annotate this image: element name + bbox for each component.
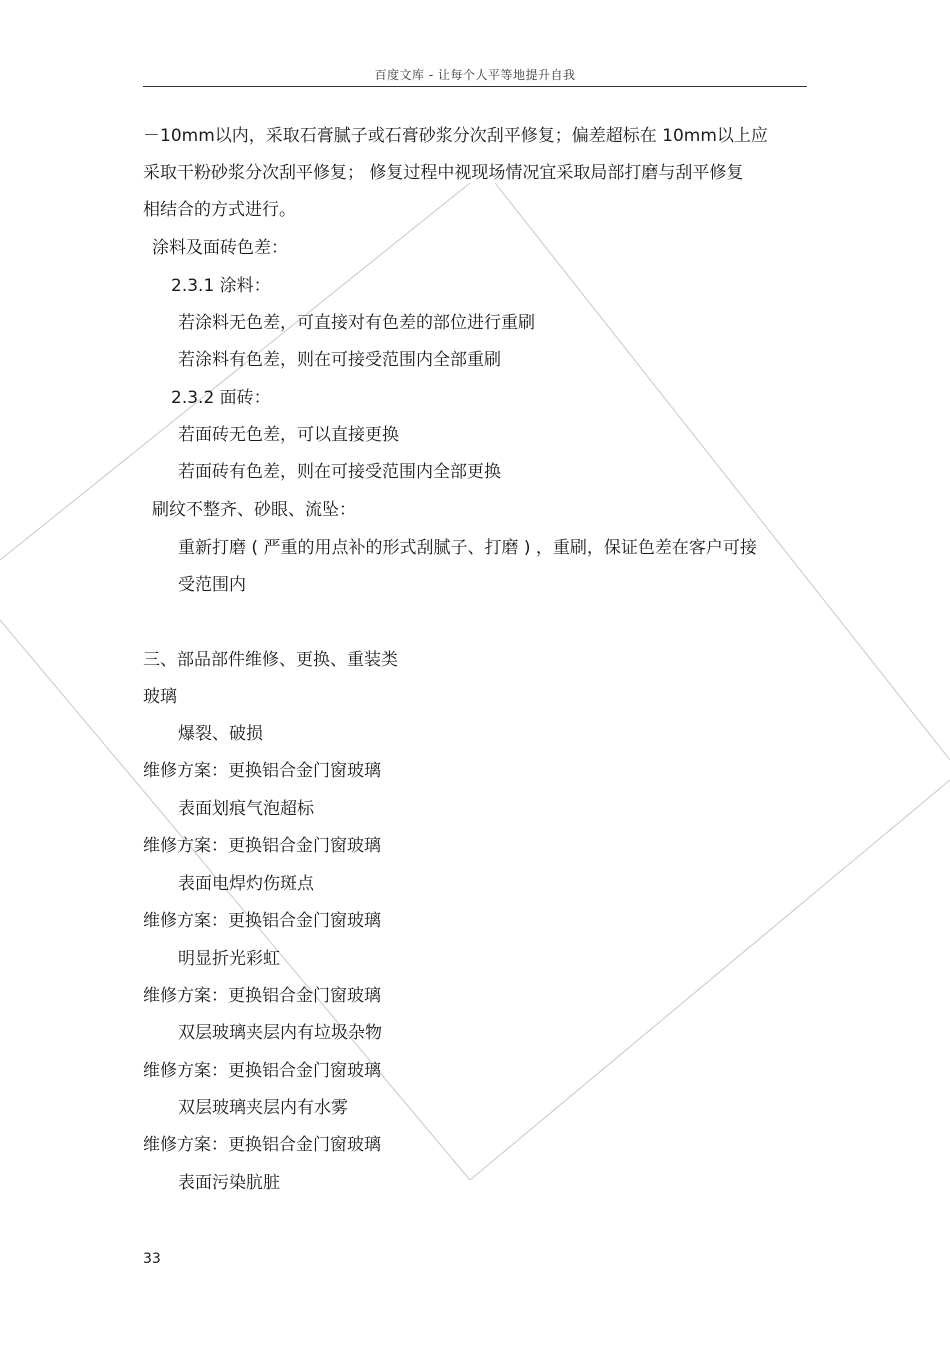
- repair-plan: 维修方案：更换铝合金门窗玻璃: [143, 836, 381, 856]
- page-header: 百度文库 - 让每个人平等地提升自我: [374, 68, 576, 82]
- defect-item: 表面划痕气泡超标: [178, 799, 314, 819]
- defect-item: 表面污染肮脏: [178, 1173, 280, 1193]
- body-text-line: －10mm以内，采取石膏腻子或石膏砂浆分次刮平修复；偏差超标在 10mm以上应: [143, 126, 768, 146]
- subsection-heading: 2.3.2 面砖：: [171, 388, 271, 408]
- body-text-line: 采取干粉砂浆分次刮平修复； 修复过程中视现场情况宜采取局部打磨与刮平修复: [143, 163, 744, 183]
- repair-plan: 维修方案：更换铝合金门窗玻璃: [143, 911, 381, 931]
- body-text-line: 重新打磨 ( 严重的用点补的形式刮腻子、打磨 ) ，重刷，保证色差在客户可接: [178, 538, 757, 558]
- defect-item: 表面电焊灼伤斑点: [178, 874, 314, 894]
- repair-plan: 维修方案：更换铝合金门窗玻璃: [143, 761, 381, 781]
- defect-item: 爆裂、破损: [178, 724, 263, 744]
- header-divider: [143, 86, 807, 87]
- section-heading: 涂料及面砖色差：: [152, 238, 288, 258]
- defect-item: 双层玻璃夹层内有垃圾杂物: [178, 1023, 382, 1043]
- body-text-line: 受范围内: [178, 575, 246, 595]
- body-text-line: 相结合的方式进行。: [143, 200, 296, 220]
- section-heading: 刷纹不整齐、砂眼、流坠：: [152, 500, 356, 520]
- section-heading: 玻璃: [143, 687, 177, 707]
- repair-plan: 维修方案：更换铝合金门窗玻璃: [143, 1061, 381, 1081]
- defect-item: 双层玻璃夹层内有水雾: [178, 1098, 348, 1118]
- subsection-heading: 2.3.1 涂料：: [171, 276, 271, 296]
- body-text-line: 若涂料无色差，可直接对有色差的部位进行重刷: [178, 313, 535, 333]
- body-text-line: 若涂料有色差，则在可接受范围内全部重刷: [178, 350, 501, 370]
- page-number: 33: [143, 1251, 161, 1267]
- defect-item: 明显折光彩虹: [178, 949, 280, 969]
- repair-plan: 维修方案：更换铝合金门窗玻璃: [143, 986, 381, 1006]
- chapter-heading: 三、部品部件维修、更换、重装类: [143, 650, 398, 670]
- body-text-line: 若面砖无色差，可以直接更换: [178, 425, 399, 445]
- repair-plan: 维修方案：更换铝合金门窗玻璃: [143, 1135, 381, 1155]
- body-text-line: 若面砖有色差，则在可接受范围内全部更换: [178, 462, 501, 482]
